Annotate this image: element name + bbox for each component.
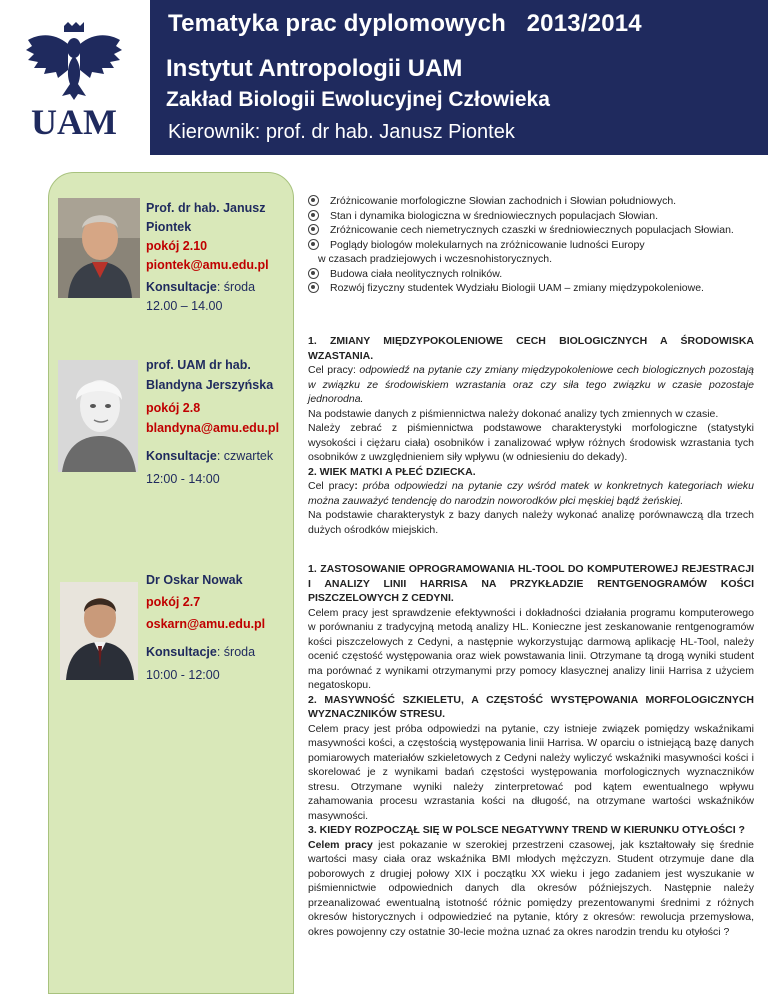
bullet-icon <box>308 224 319 235</box>
person-name: Piontek <box>146 220 192 234</box>
topic-text: Należy zebrać z piśmiennictwa podstawowe charakterystyki morfologiczne (statystyki wysokości i ciężaru ciała) osobników i zanalizować wpływ różnych środowisk wzrastania tych osobników z uwzględnieniem siły wpływu (w odniesieniu do dekady). <box>308 422 754 463</box>
list-item: Rozwój fizyczny studentek Wydziału Biologii UAM – zmiany międzypokoleniowe. <box>308 281 754 296</box>
list-item: Stan i dynamika biologiczna w średniowiecznych populacjach Słowian. <box>308 209 754 224</box>
photo-oskar-nowak <box>60 582 138 680</box>
person-card-nowak <box>146 570 265 685</box>
email-link[interactable]: oskarn@amu.edu.pl <box>146 617 266 631</box>
topic-goal: Cel pracy: próba odpowiedzi na pytanie czy wśród matek w konkretnych kategoriach wieku można zauważyć tendencję do narodzin noworodków płci męskiej bądź żeńskiej. <box>308 480 754 507</box>
email-link[interactable]: blandyna@amu.edu.pl <box>146 421 280 435</box>
topic-title: 3. KIEDY ROZPOCZĄŁ SIĘ W POLSCE NEGATYWNY TREND W KIERUNKU OTYŁOŚCI ? <box>308 824 745 836</box>
consultation-hours: Konsultacje: środa <box>146 645 256 659</box>
topics-jerszynska <box>308 334 754 537</box>
page-title: Tematyka prac dyplomowych 2013/2014 <box>168 10 642 37</box>
person-card-piontek <box>146 199 269 316</box>
topic-text: Celem pracy jest sprawdzenie efektywności i dokładności działania programu komputerowego w porównaniu z tradycyjną metodą analizy HL. Konieczne jest zeskanowanie rentgenogramów kości piszczelowych z Cedyni, a następnie wykorzystując darmową aplikację HL-Tool, należy ocenić częstość występowania oraz wiek powstawania linii. Otrzymane tą drogą wyniki student ma porównać z wynikami otrzymanymi przy pomocy klasycznej analizy linii Harrisa z użyciem negatoskopu. <box>308 606 754 691</box>
list-item: Zróżnicowanie morfologiczne Słowian zachodnich i Słowian południowych. <box>308 194 754 209</box>
topic-text: Celem pracy jest pokazanie w szerokiej przestrzeni czasowej, jak kształtowały się średnie wartości masy ciała oraz wskaźnika BMI młodych mężczyzn. Student otrzymuje dane dla poborowych z drugiej połowy XIX i początku XX wieku i jego zadaniem jest wyszukanie w piśmiennictwie odpowiednich danych dla okresów późniejszych. Następnie należy przeanalizować ewentualną istotność różnic pomiędzy prezentowanymi średnimi z różnych okresów historycznych i odpowiedzieć na pytanie, który z okresów: rewolucja przemysłowa, okres powojenny czy ostatnie 30-lecie można uznać za okres narodzin trendu ku otyłości ? <box>308 838 755 938</box>
bullet-icon <box>308 268 319 279</box>
topic-text: Na podstawie charakterystyk z bazy danych należy wykonać analizę porównawczą dla trzech dużych ośrodków miejskich. <box>308 509 754 536</box>
logo-text: UAM <box>31 102 117 138</box>
topics-piontek <box>308 194 754 296</box>
consultation-hours: Konsultacje: czwartek <box>146 449 274 463</box>
list-item: Budowa ciała neolitycznych rolników. <box>308 267 754 282</box>
bullet-icon <box>308 195 319 206</box>
topic-title: 1. ZASTOSOWANIE OPROGRAMOWANIA HL-TOOL DO KOMPUTEROWEJ REJESTRACJI I ANALIZY LINII HARRISA NA PRZYKŁADZIE RENTGENOGRAMÓW KOŚCI PISZCZELOWYCH Z CEDYNI. <box>308 563 754 604</box>
consultation-time: 12:00 - 14:00 <box>146 472 220 486</box>
institute-name: Instytut Antropologii UAM <box>166 55 463 82</box>
bullet-icon <box>308 210 319 221</box>
consultation-time: 10:00 - 12:00 <box>146 668 220 682</box>
person-card-jerszynska <box>146 355 279 489</box>
person-name: Prof. dr hab. Janusz <box>146 201 266 215</box>
room-number: pokój 2.10 <box>146 239 208 253</box>
consultation-time: 12.00 – 14.00 <box>146 299 223 313</box>
topic-goal: Cel pracy: odpowiedź na pytanie czy zmiany międzypokoleniowe cech biologicznych pozostają w związku ze środowiskiem wzrastania oraz czy siła tego związku w czasie pozostaje jednorodna. <box>308 364 754 405</box>
uam-logo <box>0 0 150 150</box>
department-name: Zakład Biologii Ewolucyjnej Człowieka <box>166 88 550 111</box>
head-of-department: Kierownik: prof. dr hab. Janusz Piontek <box>168 121 515 143</box>
photo-blandyna-jerszynska <box>58 360 138 472</box>
topic-title: 2. WIEK MATKI A PŁEĆ DZIECKA. <box>308 465 476 478</box>
topics-nowak <box>308 562 754 939</box>
room-number: pokój 2.7 <box>146 595 201 609</box>
bullet-icon <box>308 239 319 250</box>
list-item-continuation: w czasach pradziejowych i wczesnohistorycznych. <box>318 253 553 265</box>
topic-title: 1. ZMIANY MIĘDZYPOKOLENIOWE CECH BIOLOGICZNYCH A ŚRODOWISKA WZASTANIA. <box>308 335 754 362</box>
list-item: Poglądy biologów molekularnych na zróżnicowanie ludności Europy <box>308 238 754 253</box>
topic-title: 2. MASYWNOŚĆ SZKIELETU, A CZĘSTOŚĆ WYSTĘPOWANIA MORFOLOGICZNYCH WYZNACZNIKÓW STRESU. <box>308 693 754 720</box>
person-name: Blandyna Jerszyńska <box>146 378 274 392</box>
bullet-icon <box>308 282 319 293</box>
topic-text: Na podstawie danych z piśmiennictwa należy dokonać analizy tych zmiennych w czasie. <box>308 407 719 420</box>
consultation-hours: Konsultacje: środa <box>146 280 256 294</box>
room-number: pokój 2.8 <box>146 401 201 415</box>
person-name: Dr Oskar Nowak <box>146 573 243 587</box>
photo-janusz-piontek <box>58 198 140 298</box>
email-link[interactable]: piontek@amu.edu.pl <box>146 258 269 272</box>
person-name: prof. UAM dr hab. <box>146 358 251 372</box>
list-item: Zróżnicowanie cech niemetrycznych czaszki w średniowiecznych populacjach Słowian. <box>308 223 754 238</box>
topic-text: Celem pracy jest próba odpowiedzi na pytanie, czy istnieje związek pomiędzy wskaźnikami masywności kości, a częstością występowania linii Harrisa. W oparciu o istniejącą bazę danych pomiarowych materiałów szkieletowych z Cedyni należy wyliczyć wskaźniki masywności kości i skorelować je z wynikami badań częstości występowania morfologicznych wyznaczników stresu. Otrzymane wyniki należy zinterpretować pod kątem ewentualnego wpływu zahamowania procesu wzrastania kości na długość, na otrzymane wartości wskaźników masywności. <box>308 722 754 822</box>
